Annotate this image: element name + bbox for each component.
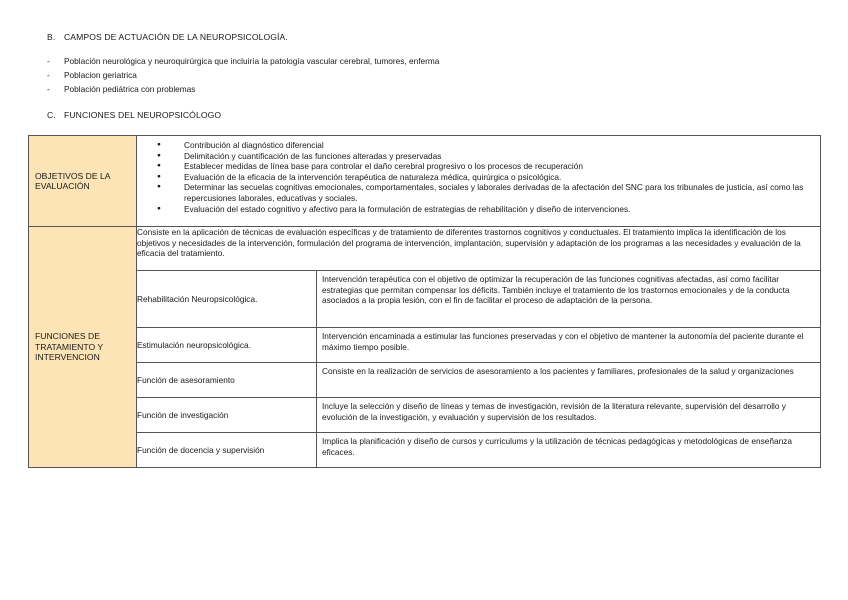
section-c-letter: C. — [47, 110, 56, 120]
section-b-heading — [47, 32, 288, 43]
function-name: Rehabilitación Neuropsicológica. — [137, 271, 317, 328]
objetivos-content — [137, 136, 821, 227]
function-name: Función de investigación — [137, 398, 317, 433]
function-description: Intervención terapéutica con el objetivo de optimizar la recuperación de las funciones cognitivas afectadas, así como facilitar estrategias que permitan compensar los déficits. También incluye el tratamiento de los trastornos emocionales y de la conducta asociados a la propia lesión, con el fin de facilitar el proceso de adaptación de la persona. — [317, 271, 821, 328]
funciones-intro: Consiste en la aplicación de técnicas de evaluación específicas y de tratamiento de diferentes trastornos cognitivos y conductuales. El tratamiento implica la identificación de los objetivos y necesidades de la intervención, formulación del programa de intervención, implantación, supervisión y adaptación de los programas a las necesidades y evaluación de la eficacia del tratamiento. — [137, 227, 821, 271]
section-b-title: CAMPOS DE ACTUACIÓN DE LA NEUROPSICOLOGÍA. — [64, 32, 288, 42]
list-item: ● Delimitación y cuantificación de las funciones alteradas y preservadas — [157, 151, 814, 162]
table-row — [29, 227, 821, 271]
list-item: ● Contribución al diagnóstico diferencial — [157, 140, 814, 151]
funciones-label: FUNCIONES DE TRATAMIENTO Y INTERVENCION — [29, 227, 137, 468]
list-item: - Población pediátrica con problemas — [47, 84, 196, 94]
function-name: Función de asesoramiento — [137, 363, 317, 398]
objetivos-label: OBJETIVOS DE LA EVALUACIÓN — [29, 136, 137, 227]
table-row — [29, 271, 821, 328]
table-row — [29, 328, 821, 363]
section-b-letter: B. — [47, 32, 56, 42]
function-description: Implica la planificación y diseño de cursos y curriculums y la utilización de técnicas pedagógicas y metodológicas de enseñanza eficaces. — [317, 433, 821, 468]
table-row — [29, 136, 821, 227]
function-description: Incluye la selección y diseño de líneas y temas de investigación, revisión de la literatura relevante, supervisión del desarrollo y evolución de la investigación, y evaluación y supervisión de los resultados. — [317, 398, 821, 433]
section-c-title: FUNCIONES DEL NEUROPSICÓLOGO — [64, 110, 222, 120]
functions-table — [28, 135, 821, 468]
function-name: Función de docencia y supervisión — [137, 433, 317, 468]
list-item: ● Determinar las secuelas cognitivas emocionales, comportamentales, sociales y laborales derivadas de la afectación del SNC para los tribunales de justicia, así como las repercusiones laborales, educativas y sociales. — [157, 182, 814, 203]
population-list — [47, 56, 439, 98]
objetivos-bullets — [137, 136, 820, 217]
table-row — [29, 433, 821, 468]
section-c-heading — [47, 110, 221, 121]
list-item: ● Establecer medidas de línea base para controlar el daño cerebral progresivo o los procesos de recuperación — [157, 161, 814, 172]
function-name: Estimulación neuropsicológica. — [137, 328, 317, 363]
list-item: - Población neurológica y neuroquirúrgica que incluiría la patología vascular cerebral, tumores, enferma — [47, 56, 440, 66]
list-item: ● Evaluación de la eficacia de la intervención terapéutica de naturaleza médica, quirúrgica o psicológica. — [157, 172, 814, 183]
function-description: Intervención encaminada a estimular las funciones preservadas y con el objetivo de mantener la autonomía del paciente durante el máximo tiempo posible. — [317, 328, 821, 363]
table-row — [29, 363, 821, 398]
list-item: - Poblacion geriatrica — [47, 70, 137, 80]
function-description: Consiste en la realización de servicios de asesoramiento a los pacientes y familiares, profesionales de la salud y organizaciones — [317, 363, 821, 398]
table-row — [29, 398, 821, 433]
list-item: ● Evaluación del estado cognitivo y afectivo para la formulación de estrategias de rehabilitación y diseño de intervenciones. — [157, 204, 814, 215]
